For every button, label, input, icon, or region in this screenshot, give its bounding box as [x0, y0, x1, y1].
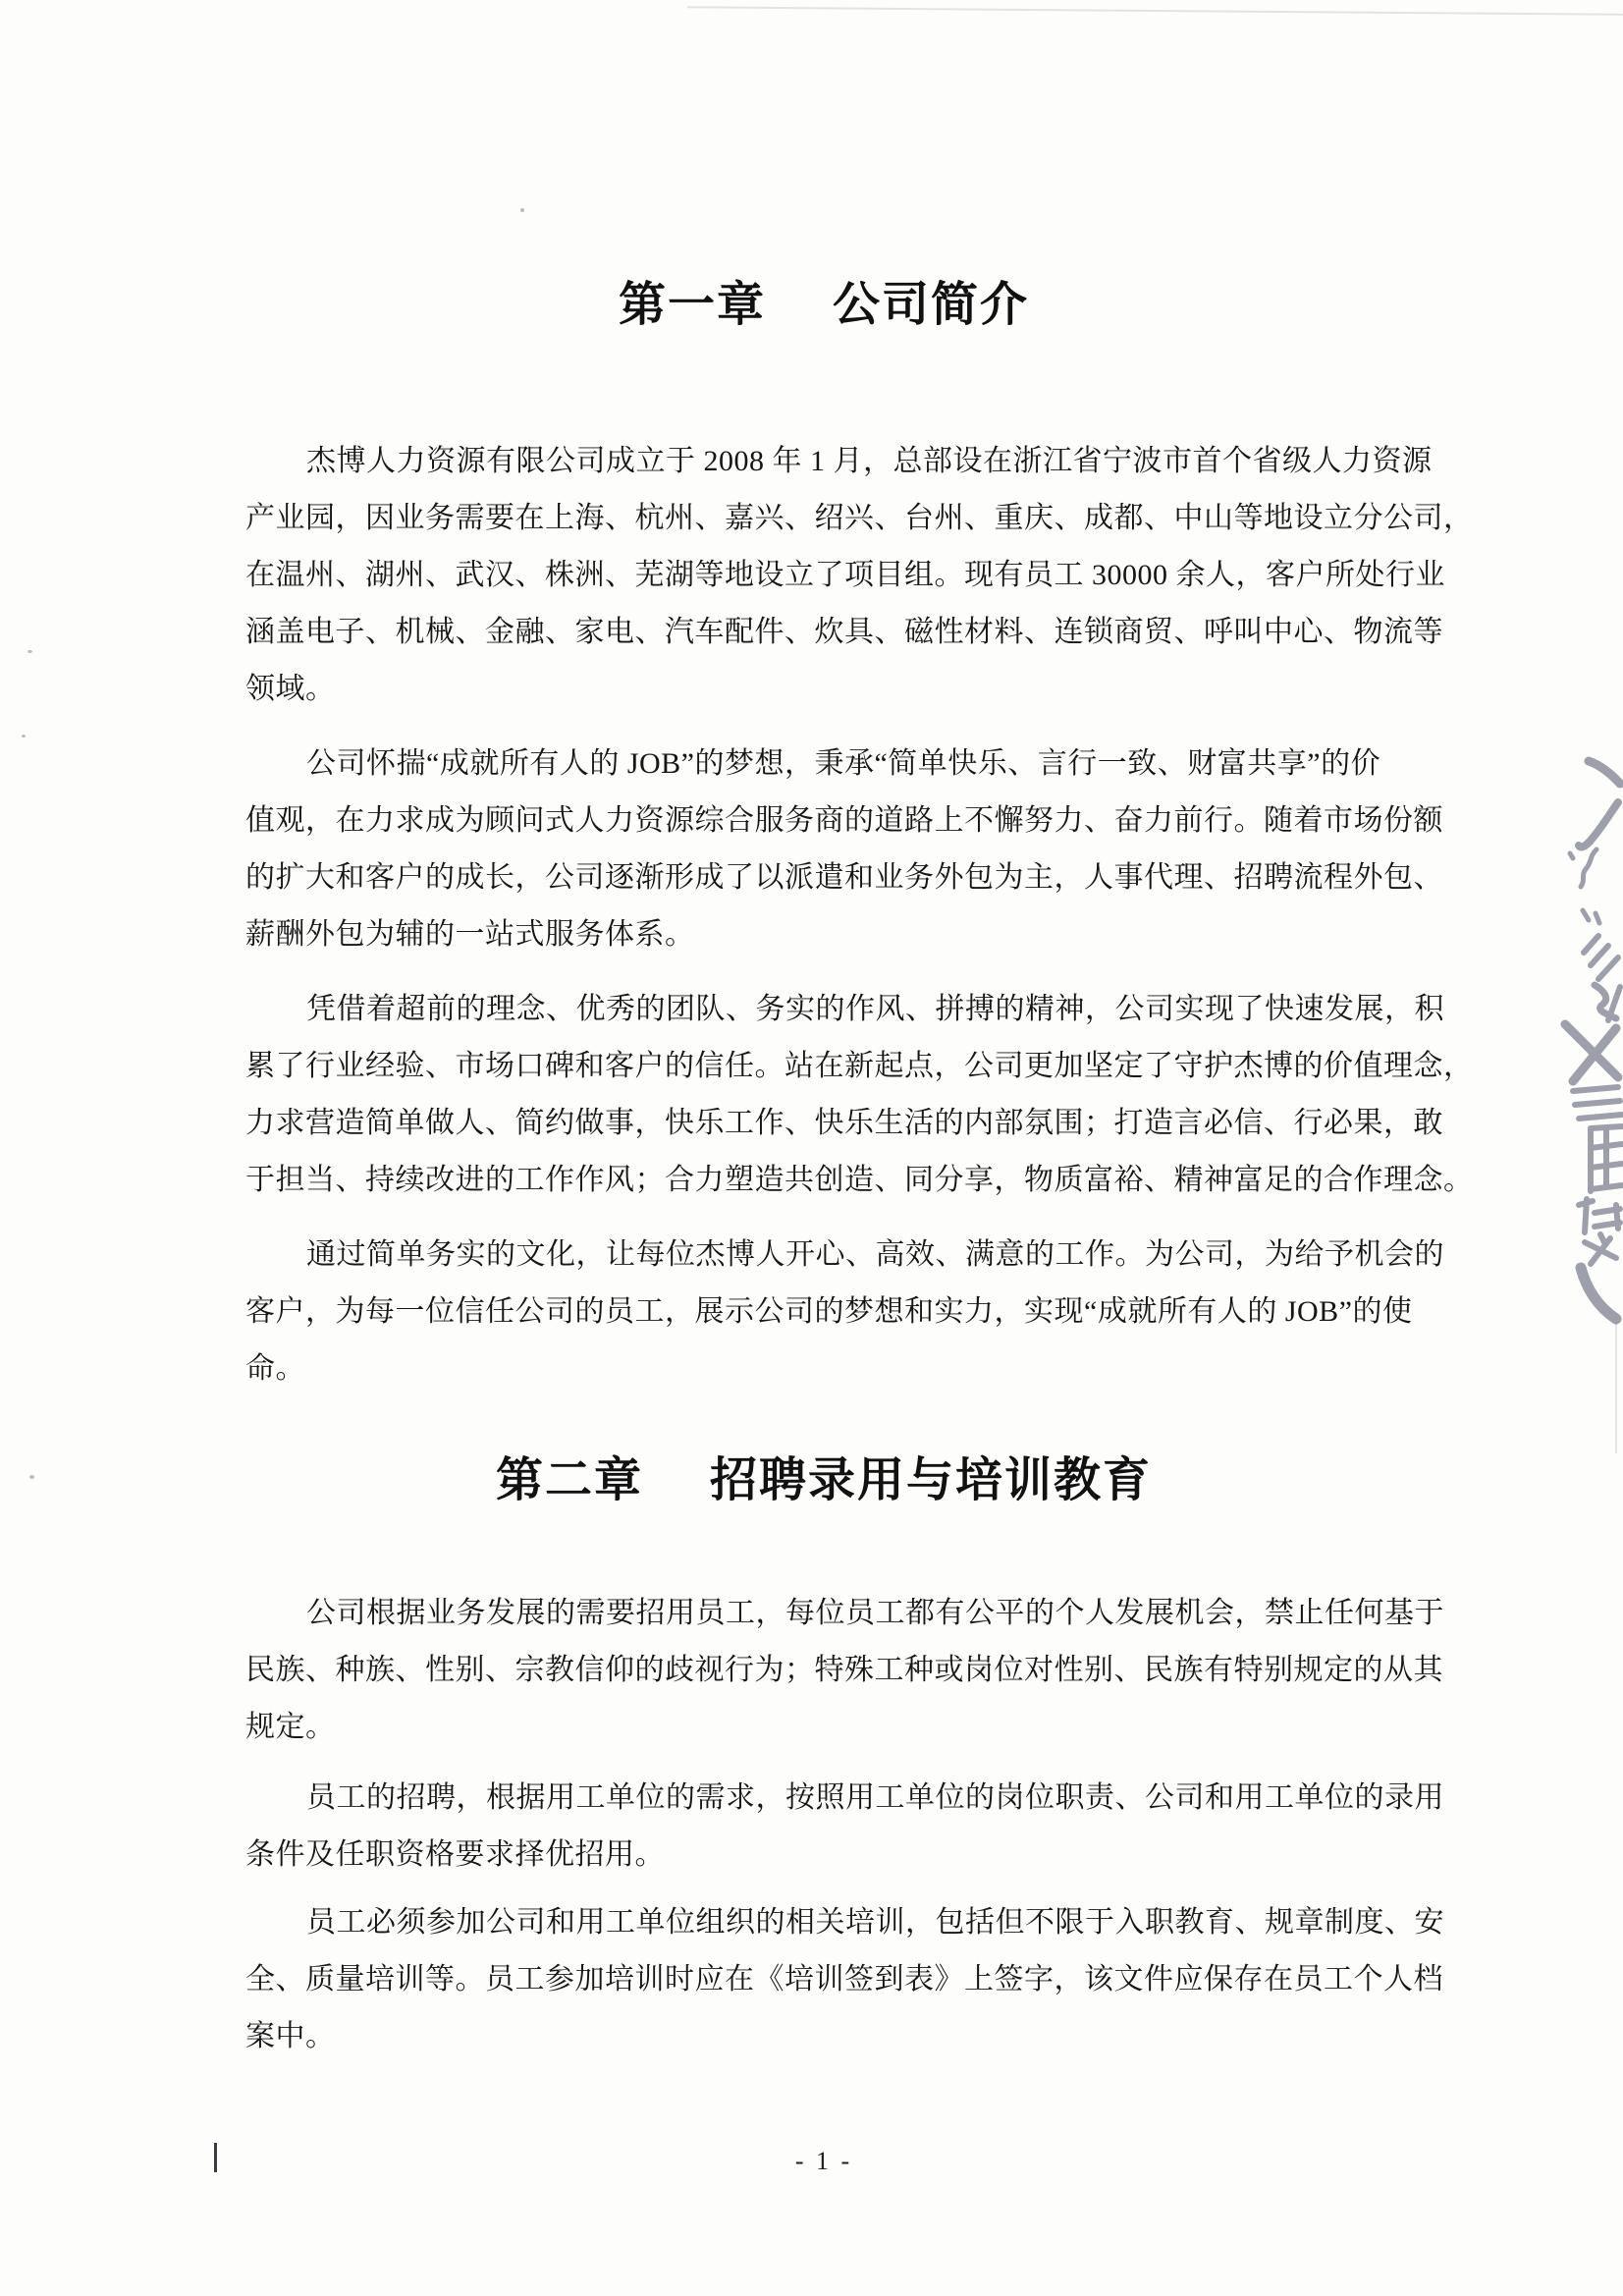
chapter-title: 公司简介: [833, 279, 1030, 331]
body-line: 凭借着超前的理念、优秀的团队、务实的作风、拼搏的精神，公司实现了快速发展，积: [306, 993, 1444, 1025]
body-line: 全、质量培训等。员工参加培训时应在《培训签到表》上签字，该文件应保存在员工个人档: [245, 1963, 1443, 1995]
body-line: 力求营造简单做人、简约做事，快乐工作、快乐生活的内部氛围；打造言必信、行必果，敢: [245, 1107, 1443, 1139]
chapter-2-heading: [245, 1453, 1402, 1508]
body-line: 通过简单务实的文化，让每位杰博人开心、高效、满意的工作。为公司，为给予机会的: [306, 1238, 1444, 1271]
body-line: 在温州、湖州、武汉、株洲、芜湖等地设立了项目组。现有员工 30000 余人，客户所处行业: [245, 559, 1445, 591]
page-number: - 1 -: [794, 2147, 853, 2175]
body-line: 杰博人力资源有限公司成立于 2008 年 1 月，总部设在浙江省宁波市首个省级人力资源: [306, 445, 1433, 477]
body-line: 值观，在力求成为顾问式人力资源综合服务商的道路上不懈努力、奋力前行。随着市场份额: [245, 804, 1443, 837]
scan-speck: [29, 1475, 34, 1479]
chapter-1-body: [245, 433, 1474, 1397]
body-line: 累了行业经验、市场口碑和客户的信任。站在新起点，公司更加坚定了守护杰博的价值理念，: [245, 1050, 1474, 1082]
page-content: [245, 0, 1474, 2176]
paragraph: [245, 981, 1474, 1209]
body-line: 员工必须参加公司和用工单位组织的相关培训，包括但不限于入职教育、规章制度、安: [306, 1906, 1444, 1939]
body-line: 公司怀揣“成就所有人的 JOB”的梦想，秉承“简单快乐、言行一致、财富共享”的价: [306, 747, 1381, 780]
body-line: 民族、种族、性别、宗教信仰的歧视行为；特殊工种或岗位对性别、民族有特别规定的从其: [245, 1654, 1443, 1686]
body-line: 的扩大和客户的成长，公司逐渐形成了以派遣和业务外包为主，人事代理、招聘流程外包、: [245, 861, 1443, 894]
paragraph: [245, 1227, 1444, 1397]
paragraph: [245, 1585, 1444, 1756]
paragraph: [245, 433, 1474, 718]
scan-speck: [27, 650, 32, 653]
chapter-1-heading: [245, 278, 1402, 333]
chapter-title: 招聘录用与培训教育: [710, 1454, 1153, 1506]
chapter-2-body: [245, 1585, 1444, 2065]
body-line: 员工的招聘，根据用工单位的需求，按照用工单位的岗位职责、公司和用工单位的录用: [306, 1781, 1444, 1814]
body-line: 案中。: [245, 2020, 336, 2052]
body-line: 涵盖电子、机械、金融、家电、汽车配件、炊具、磁性材料、连锁商贸、呼叫中心、物流等: [245, 616, 1443, 648]
body-line: 产业园，因业务需要在上海、杭州、嘉兴、绍兴、台州、重庆、成都、中山等地设立分公司，: [245, 502, 1474, 534]
paragraph: [245, 736, 1443, 963]
body-line: 公司根据业务发展的需要招用员工，每位员工都有公平的个人发展机会，禁止任何基于: [306, 1597, 1444, 1629]
chapter-number: 第一章: [618, 279, 766, 331]
body-line: 规定。: [245, 1711, 336, 1743]
paragraph: [245, 1770, 1444, 1884]
scan-edge-line: [1615, 1316, 1617, 1453]
body-line: 薪酬外包为辅的一站式服务体系。: [245, 918, 695, 951]
chapter-number: 第二章: [495, 1454, 643, 1506]
body-line: 领域。: [245, 673, 336, 705]
body-line: 条件及任职资格要求择优招用。: [245, 1838, 665, 1871]
body-line: 客户，为每一位信任公司的员工，展示公司的梦想和实力，实现“成就所有人的 JOB”的使: [245, 1295, 1413, 1328]
scan-speck: [22, 735, 26, 738]
handwriting-artifact: [1540, 751, 1623, 1326]
body-line: 于担当、持续改进的工作作风；合力塑造共创造、同分享，物质富裕、精神富足的合作理念。: [245, 1164, 1474, 1196]
pen-mark: [214, 2143, 217, 2172]
body-line: 命。: [245, 1352, 305, 1385]
paragraph: [245, 1894, 1444, 2065]
